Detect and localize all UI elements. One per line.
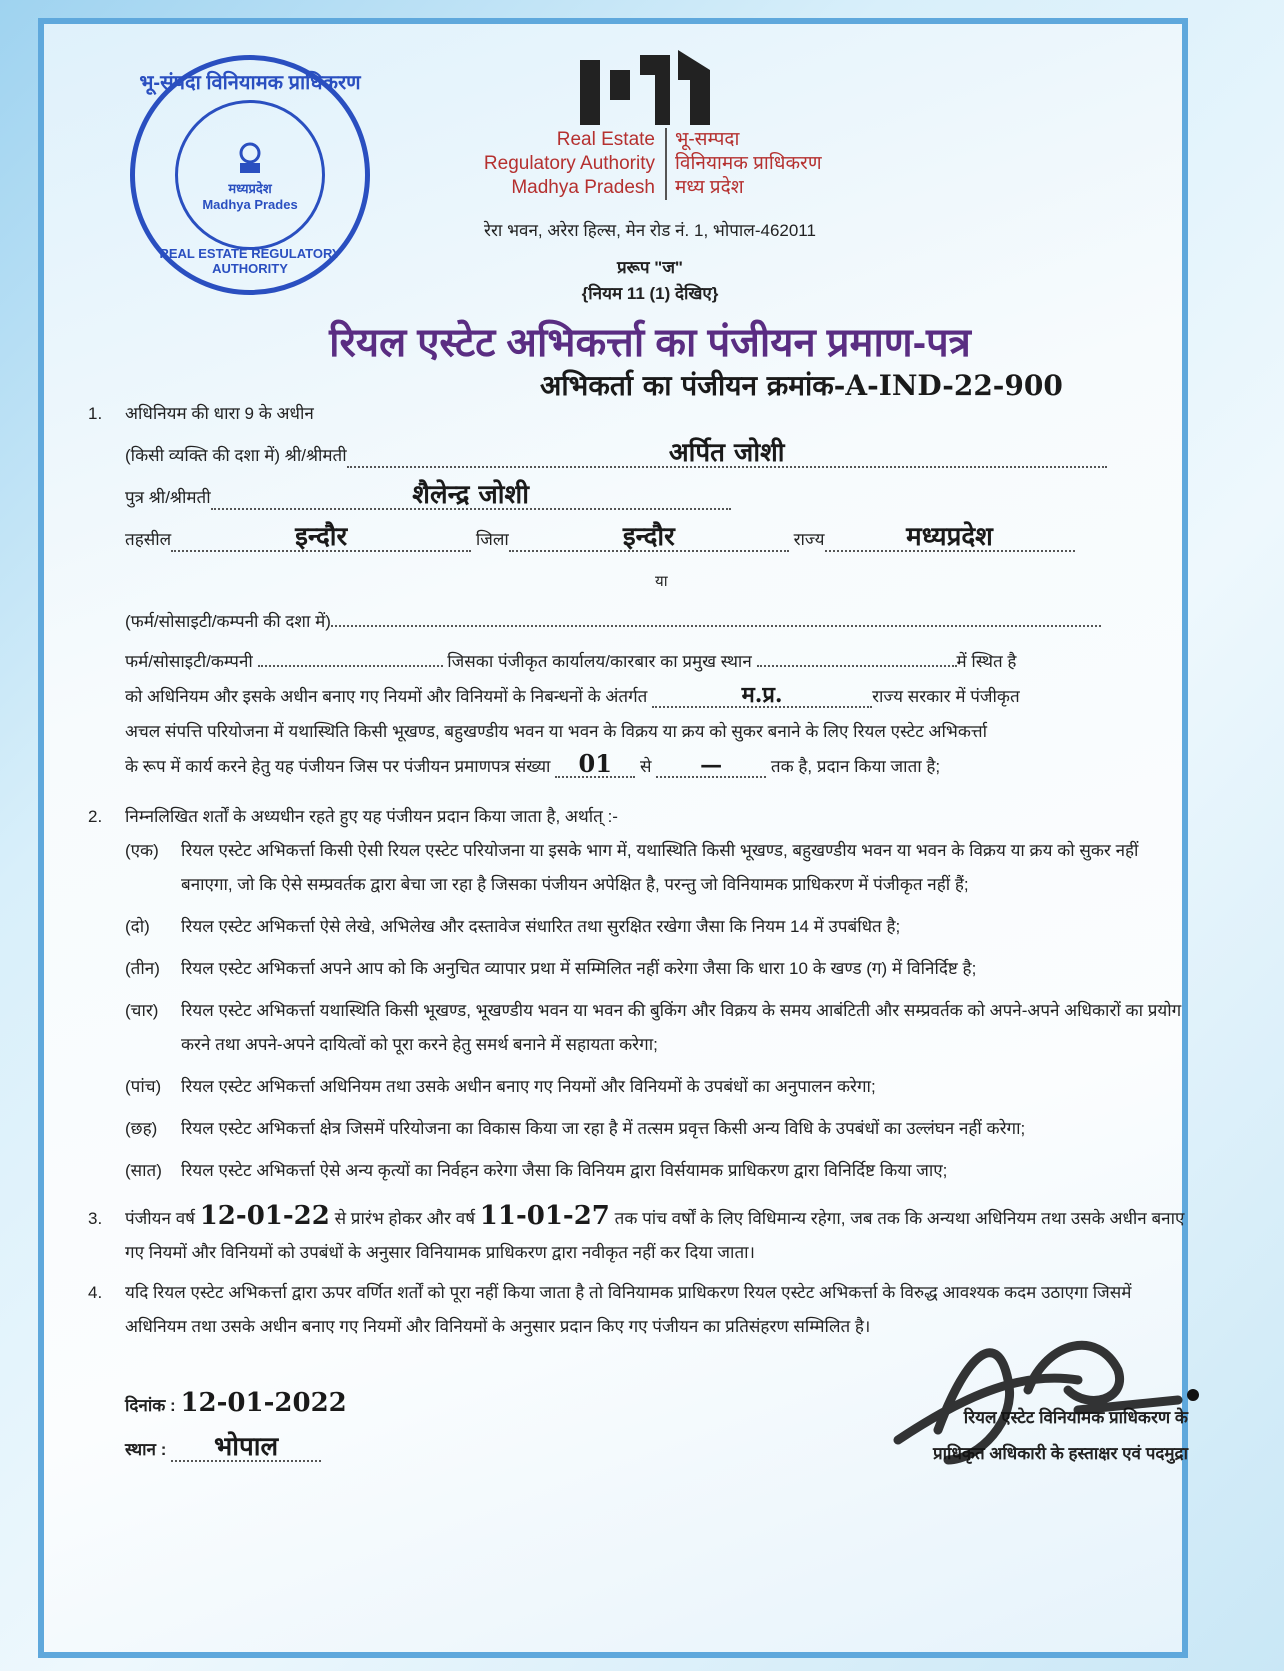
condition-clause — [125, 952, 1188, 986]
label-firm-case: (फर्म/सोसाइटी/कम्पनी की दशा में) — [125, 612, 331, 631]
page-title: रियल एस्टेट अभिकर्त्ता का पंजीयन प्रमाण-पत्र — [329, 321, 971, 365]
label-person: (किसी व्यक्ति की दशा में) श्री/श्रीमती — [125, 446, 347, 465]
section-3 — [88, 1202, 1188, 1270]
date-value: 12-01-2022 — [180, 1388, 347, 1418]
seal-inner-hi: मध्यप्रदेश — [228, 180, 272, 196]
validity-text: तक पांच वर्षों के लिए विधिमान्य रहेगा, जब तक कि अन्यथा अधिनियम तथा उसके अधीन बनाए गए नियमों और विनियमों को उपबंधों के अनुसार विनियामक प्राधिकरण द्वारा नवीकृत नहीं कर दिया जाता। — [125, 1209, 1185, 1262]
label-located: में स्थित है — [956, 652, 1017, 671]
signatory-line2: प्राधिकृत अधिकारी के हस्ताक्षर एवं पदमुद्रा — [932, 1444, 1188, 1463]
clause-tag: (सात) — [125, 1161, 162, 1180]
clause-tag: (तीन) — [125, 959, 160, 978]
conditions-flow — [88, 800, 1188, 1472]
label-tehsil: तहसील — [125, 530, 172, 549]
signatory-block — [828, 1400, 1188, 1472]
registered-state-value: म.प्र. — [652, 684, 872, 708]
place-label: स्थान : — [125, 1440, 167, 1459]
rera-logo — [570, 40, 720, 130]
place-value: भोपाल — [171, 1434, 321, 1462]
signatory-line1: रियल एस्टेट विनियामक प्राधिकरण के — [963, 1408, 1188, 1427]
valid-to-date: 11-01-27 — [479, 1201, 610, 1231]
condition-clause — [125, 994, 1188, 1062]
brand-name-hi — [665, 128, 885, 200]
seal-inner-en: Madhya Prades — [202, 196, 298, 212]
clause-tag: (एक) — [125, 841, 159, 860]
clause-text: रियल एस्टेट अभिकर्त्ता ऐसे अन्य कृत्यों का निर्वहन करेगा जैसा कि विनियम द्वारा विर्सयामक प्राधिकरण द्वारा विनिर्दिष्ट किया जाए; — [181, 1161, 948, 1180]
section-2 — [88, 800, 1188, 1196]
section1-line1: अधिनियम की धारा 9 के अधीन — [125, 404, 314, 423]
official-seal — [130, 55, 370, 295]
brand-en-line: Regulatory Authority — [483, 153, 655, 174]
tehsil-value: इन्दौर — [171, 524, 471, 552]
address: रेरा भवन, अरेरा हिल्स, मेन रोड नं. 1, भोपाल-462011 — [484, 221, 816, 240]
brand-name-en — [400, 128, 655, 200]
condition-clause — [125, 910, 1188, 944]
clause-text: रियल एस्टेट अभिकर्त्ता अधिनियम तथा उसके अधीन बनाए गए नियमों और विनियमों के उपबंधों का अनुपालन करेगा; — [181, 1077, 876, 1096]
label-firm: फर्म/सोसाइटी/कम्पनी — [125, 652, 253, 671]
registration-number: अभिकर्ता का पंजीयन क्रमांक-A-IND-22-900 — [540, 369, 1063, 402]
section1-line8: अचल संपत्ति परियोजना में यथास्थिति किसी भूखण्ड, बहुखण्डीय भवन या भवन के विक्रय या क्रय को सुकर बनाने के लिए रियल एस्टेट अभिकर्त्ता — [125, 722, 988, 741]
certificate-to: — — [656, 754, 766, 778]
clause-text: रियल एस्टेट अभिकर्त्ता किसी ऐसी रियल एस्टेट परियोजना या इसके भाग में, यथास्थिति किसी भूखण्ड, बहुखण्डीय भवन या भवन के विक्रय या क्रय को सुकर नहीं बनाएगा, जो कि ऐसे सम्प्रवर्तक द्वारा बेचा जा रहा है जिसका पंजीयन अपेक्षित है, परन्तु जो विनियामक प्राधिकरण में पंजीकृत नहीं हैं; — [181, 841, 1139, 894]
state-value: मध्यप्रदेश — [825, 524, 1075, 552]
validity-text: पंजीयन वर्ष — [125, 1209, 195, 1228]
label-state: राज्य — [793, 530, 825, 549]
brand-en-line: Madhya Pradesh — [511, 177, 655, 198]
brand-hi-line: मध्य प्रदेश — [675, 177, 744, 198]
clause-tag: (छह) — [125, 1119, 158, 1138]
validity-text: से प्रारंभ होकर और वर्ष — [334, 1209, 476, 1228]
date-place-block — [125, 1384, 347, 1472]
brand-en-line: Real Estate — [556, 129, 655, 150]
seal-emblem — [175, 100, 325, 250]
condition-clause — [125, 1070, 1188, 1104]
label-registered: राज्य सरकार में पंजीकृत — [872, 687, 1020, 706]
clause-text: रियल एस्टेट अभिकर्त्ता अपने आप को कि अनुचित व्यापार प्रथा में सम्मिलित नहीं करेगा जैसा कि धारा 10 के खण्ड (ग) में विनिर्दिष्ट है; — [181, 959, 977, 978]
clause-text: रियल एस्टेट अभिकर्त्ता ऐसे लेखे, अभिलेख और दस्तावेज संधारित तथा सुरक्षित रखेगा जैसा कि नियम 14 में उपबंधित है; — [181, 917, 901, 936]
father-name: शैलेन्द्र जोशी — [211, 482, 731, 510]
emblem-icon — [230, 139, 270, 179]
clause-text: रियल एस्टेट अभिकर्त्ता यथास्थिति किसी भूखण्ड, भूखण्डीय भवन या भवन की बुकिंग और विक्रय के समय आबंटिती और सम्प्रवर्तक को अपने-अपने अधिकारों का प्रयोग करने तथा अपने-अपने दायित्वों को पूरा करने हेतु समर्थ बनाने में सहायता करेगा; — [181, 1001, 1182, 1054]
certificate-number: 01 — [555, 752, 635, 778]
section2-intro: निम्नलिखित शर्तों के अध्यधीन रहते हुए यह पंजीयन प्रदान किया जाता है, अर्थात् :- — [125, 807, 618, 826]
section4-text: यदि रियल एस्टेट अभिकर्त्ता द्वारा ऊपर वर्णित शर्तों को पूरा नहीं किया जाता है तो विनियामक प्राधिकरण रियल एस्टेट अभिकर्त्ता के विरुद्ध आवश्यक कदम उठाएगा जिसमें अधिनियम तथा उसके अधीन बनाए गए नियमों और विनियमों के अनुसार प्रदान किए गए पंजीयन का प्रतिसंहरण सम्मिलित है। — [125, 1283, 1132, 1336]
agent-name: अर्पित जोशी — [347, 440, 1107, 468]
signature — [878, 1310, 1208, 1470]
condition-clause — [125, 1112, 1188, 1146]
brand-hi-line: भू-सम्पदा — [675, 129, 740, 150]
form-heading — [450, 255, 850, 307]
form-label: प्ररूप "ज" — [617, 258, 683, 277]
condition-clause — [125, 834, 1188, 902]
or-label: या — [655, 573, 668, 590]
clause-tag: (पांच) — [125, 1077, 162, 1096]
seal-ring-bottom: REAL ESTATE REGULATORY AUTHORITY — [159, 246, 341, 276]
rule-ref: {नियम 11 (1) देखिए} — [581, 284, 719, 303]
section-number: 1. — [88, 404, 103, 423]
label-district: जिला — [475, 530, 509, 549]
footer — [88, 1384, 1188, 1472]
brand-hi-line: विनियामक प्राधिकरण — [675, 153, 822, 174]
label-from: से — [639, 757, 652, 776]
label-office: जिसका पंजीकृत कार्यालय/कारबार का प्रमुख स्थान — [447, 652, 752, 671]
label-parent: पुत्र श्री/श्रीमती — [125, 488, 211, 507]
seal-ring-text: भू-संपदा विनियामक प्राधिकरण — [139, 72, 361, 94]
date-label: दिनांक : — [125, 1396, 176, 1415]
clause-text: रियल एस्टेट अभिकर्त्ता क्षेत्र जिसमें परियोजना का विकास किया जा रहा है में तत्सम प्रवृत्त किसी अन्य विधि के उपबंधों का उल्लंघन नहीं करेगा; — [181, 1119, 1026, 1138]
valid-from-date: 12-01-22 — [199, 1201, 330, 1231]
district-value: इन्दौर — [509, 524, 789, 552]
section1-line7: को अधिनियम और इसके अधीन बनाए गए नियमों और विनियमों के निबन्धनों के अंतर्गत — [125, 687, 648, 706]
section-number: 2. — [88, 807, 103, 826]
section-number: 3. — [88, 1209, 103, 1228]
clause-tag: (चार) — [125, 1001, 159, 1020]
condition-clause — [125, 1154, 1188, 1188]
label-till: तक है, प्रदान किया जाता है; — [770, 757, 941, 776]
clause-tag: (दो) — [125, 917, 150, 936]
section-number: 4. — [88, 1283, 103, 1302]
section1-line9: के रूप में कार्य करने हेतु यह पंजीयन जिस पर पंजीयन प्रमाणपत्र संख्या — [125, 757, 551, 776]
